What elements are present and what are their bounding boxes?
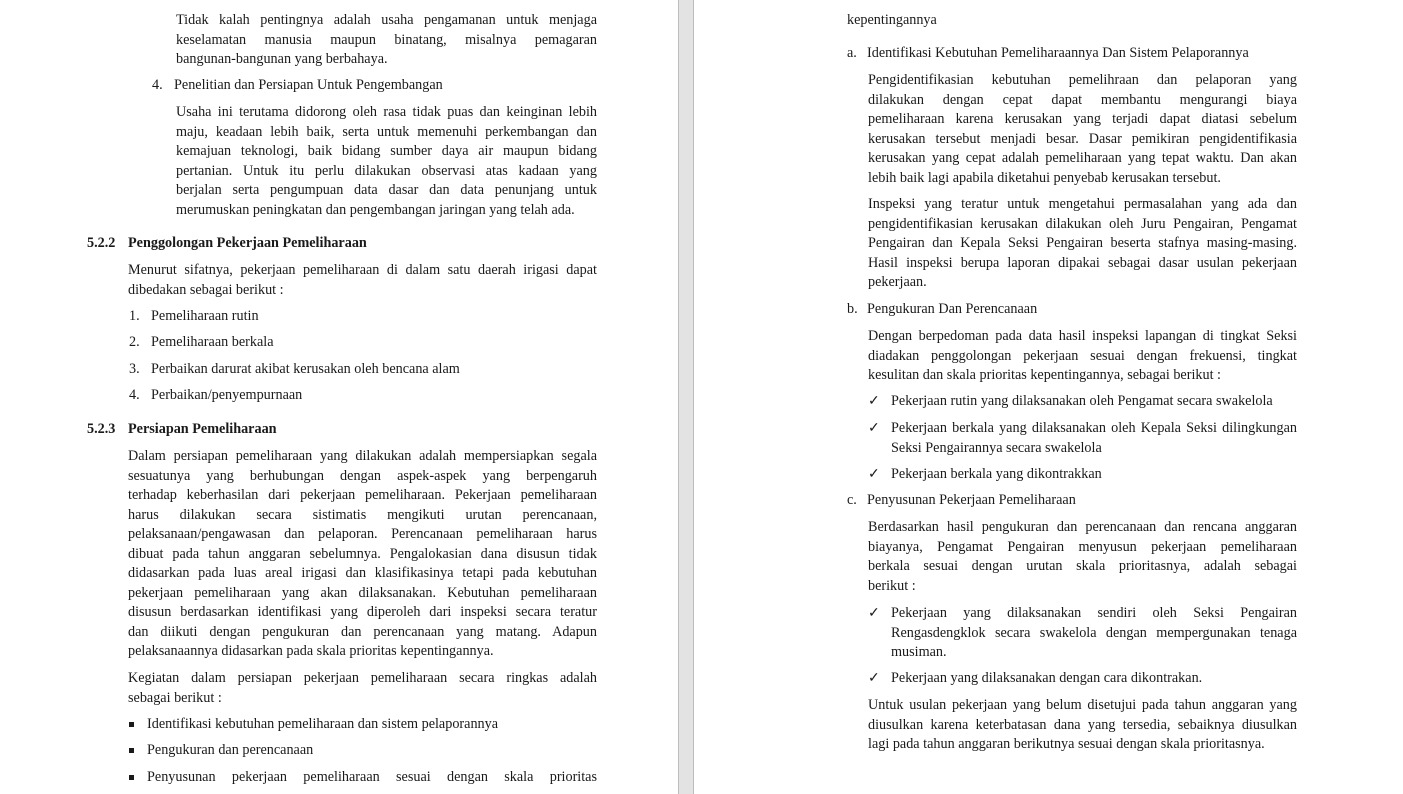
continuation-text: kepentingannya bbox=[847, 12, 937, 28]
list-item-text: Pekerjaan rutin yang dilaksanakan oleh Pengamat secara swakelola bbox=[891, 393, 1273, 409]
section-heading: Persiapan Pemeliharaan bbox=[128, 421, 277, 437]
subsection-title: Pengukuran Dan Perencanaan bbox=[867, 301, 1038, 317]
list-item-text: Pekerjaan yang dilaksanakan sendiri oleh Seksi Pengairan Rengasdengklok secara swakelola dengan mempergunakan tenaga musiman. bbox=[891, 605, 1297, 660]
list-marker-c: c. bbox=[847, 492, 857, 508]
paragraph-research: Usaha ini terutama didorong oleh rasa tidak puas dan keinginan lebih maju, keadaan lebih baik, serta untuk memenuhi perkembangan dan kemajuan teknologi, baik bidang sumber daya air maupun bidang pertanian. Untuk itu perlu dilakukan observasi atas kadaan yang berjalan serta pengumpuan data dasar dan data penunjang untuk merumuskan peningkatan dan pengembangan jaringan yang telah ada. bbox=[176, 104, 597, 218]
list-item-text: Identifikasi kebutuhan pemeliharaan dan sistem pelaporannya bbox=[147, 716, 499, 732]
check-icon: ✓ bbox=[868, 605, 880, 621]
list-marker: 4. bbox=[129, 387, 140, 403]
list-marker-a: a. bbox=[847, 45, 857, 61]
square-bullet-icon bbox=[129, 722, 134, 727]
check-icon: ✓ bbox=[868, 466, 880, 482]
list-item-text: Pengukuran dan perencanaan bbox=[147, 742, 314, 758]
square-bullet-icon bbox=[129, 748, 134, 753]
page-separator bbox=[678, 0, 694, 794]
list-item-text: Perbaikan/penyempurnaan bbox=[151, 387, 303, 403]
paragraph-identification: Pengidentifikasian kebutuhan pemelihraan dan pelaporan yang dilakukan dengan cepat dapat membantu mengurangi biaya pemeliharaan karena kerusakan yang terjadi dapat diatasi sebelum kerusakan tersebut menjadi besar. Dasar pemikiran pengidentifikasia kerusakan yang cepat adalah pemeliharaan yang tepat waktu. Dan akan lebih baik lagi apabila diketahui penyebab kerusakan tersebut. bbox=[868, 72, 1297, 186]
list-item-text: Pekerjaan yang dilaksanakan dengan cara dikontrakan. bbox=[891, 670, 1203, 686]
list-marker: 2. bbox=[129, 334, 140, 350]
paragraph-safety: Tidak kalah pentingnya adalah usaha pengamanan untuk menjaga keselamatan manusia maupun binatang, misalnya pemagaran bangunan-bangunan yang berbahaya. bbox=[176, 12, 597, 67]
section-number: 5.2.3 bbox=[87, 421, 116, 437]
subsection-title: Penyusunan Pekerjaan Pemeliharaan bbox=[867, 492, 1076, 508]
document-page-left bbox=[0, 0, 678, 794]
list-item-text: Pekerjaan berkala yang dikontrakkan bbox=[891, 466, 1102, 482]
list-item-text: Pemeliharaan rutin bbox=[151, 308, 259, 324]
square-bullet-icon bbox=[129, 775, 134, 780]
section-number: 5.2.2 bbox=[87, 235, 116, 251]
list-marker: 3. bbox=[129, 361, 140, 377]
section-heading: Penggolongan Pekerjaan Pemeliharaan bbox=[128, 235, 367, 251]
subsection-title: Identifikasi Kebutuhan Pemeliharaannya Dan Sistem Pelaporannya bbox=[867, 45, 1249, 61]
list-item-text: Pekerjaan berkala yang dilaksanakan oleh Kepala Seksi dilingkungan Seksi Pengairannya secara swakelola bbox=[891, 420, 1297, 456]
list-item-title: Penelitian dan Persiapan Untuk Pengembangan bbox=[174, 77, 443, 93]
list-item-text: Perbaikan darurat akibat kerusakan oleh bencana alam bbox=[151, 361, 460, 377]
paragraph-inspection: Inspeksi yang teratur untuk mengetahui permasalahan yang ada dan pengidentifikasian kerusakan dilakukan oleh Juru Pengairan, Pengamat Pengairan dan Kepala Seksi Pengairan beserta stafnya masing-masing. Hasil inspeksi berupa laporan dipakai sebagai dasar usulan pekerjaan pekerjaan. bbox=[868, 196, 1297, 290]
list-marker-4: 4. bbox=[152, 77, 163, 93]
paragraph-activities: Kegiatan dalam persiapan pekerjaan pemeliharaan secara ringkas adalah sebagai berikut : bbox=[128, 670, 597, 706]
paragraph-preparation: Dalam persiapan pemeliharaan yang dilakukan adalah mempersiapkan segala sesuatunya yang berhubungan dengan aspek-aspek yang berpengaruh terhadap keberhasilan dari pekerjaan pemeliharaan. Pekerjaan pemeliharaan harus dilakukan secara sistimatis mengikuti urutan perencanaan, pelaksanaan/pengawasan dan pelaporan. Perencanaan pemeliharaan harus dibuat pada tahun anggaran sebelumnya. Pengalokasian dana disusun tidak didasarkan pada luas areal irigasi dan klasifikasinya tetapi pada kebutuhan pekerjaan pemeliharaan yang akan dilaksanakan. Kebutuhan pemeliharaan disusun berdasarkan identifikasi yang diperoleh dari inspeksi secara teratur dan diikuti dengan pengukuran dan perencanaan yang matang. Adapun pelaksanaannya didasarkan pada skala prioritas kepentingannya. bbox=[128, 448, 597, 659]
check-icon: ✓ bbox=[868, 670, 880, 686]
list-marker: 1. bbox=[129, 308, 140, 324]
list-item-text: Pemeliharaan berkala bbox=[151, 334, 274, 350]
check-icon: ✓ bbox=[868, 393, 880, 409]
check-icon: ✓ bbox=[868, 420, 880, 436]
paragraph-arrangement: Berdasarkan hasil pengukuran dan perencanaan dan rencana anggaran biayanya, Pengamat Pengairan menyusun pekerjaan pemeliharaan berkala sesuai dengan urutan skala prioritasnya, adalah sebagai berikut : bbox=[868, 519, 1297, 594]
paragraph-measurement: Dengan berpedoman pada data hasil inspeksi lapangan di tingkat Seksi diadakan penggolongan pekerjaan sesuai dengan frekuensi, tingkat kesulitan dan skala prioritas kepentingannya, sebagai berikut : bbox=[868, 328, 1297, 383]
list-item-text: Penyusunan pekerjaan pemeliharaan sesuai dengan skala prioritas bbox=[147, 769, 597, 785]
paragraph-closing: Untuk usulan pekerjaan yang belum disetujui pada tahun anggaran yang diusulkan karena keterbatasan dana yang tersedia, sebaiknya diusulkan lagi pada tahun anggaran berikutnya sesuai dengan skala prioritasnya. bbox=[868, 697, 1297, 752]
paragraph-classification: Menurut sifatnya, pekerjaan pemeliharaan di dalam satu daerah irigasi dapat dibedakan sebagai berikut : bbox=[128, 262, 597, 298]
list-marker-b: b. bbox=[847, 301, 858, 317]
document-page-right bbox=[695, 0, 1403, 794]
